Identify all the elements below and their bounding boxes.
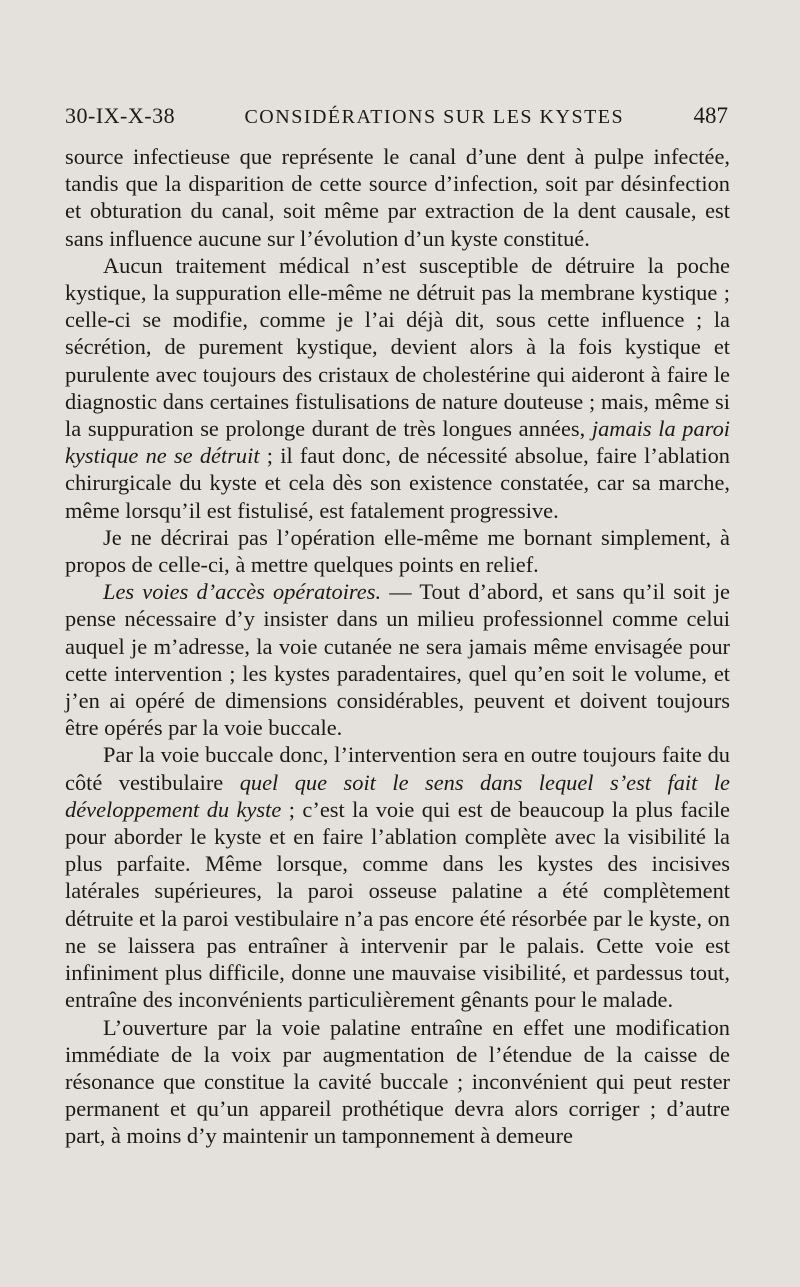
paragraph-p5 <box>65 741 730 1013</box>
paragraph-p1 <box>65 143 730 252</box>
running-header <box>65 103 730 129</box>
text-run: ; c’est la voie qui est de beaucoup la plus facile pour aborder le kyste et en faire l’ablation complète avec la visibilité la plus parfaite. Même lorsque, comme dans les kystes des incisives latérales supérieures, la paroi osseuse palatine a été complètement détruite et la paroi vestibulaire n’a pas encore été résorbée par le kyste, on ne se laissera pas entraîner à intervenir par le palais. Cette voie est infiniment plus difficile, donne une mauvaise visibilité, et pardessus tout, entraîne des inconvénients particulièrement gênants pour le malade. <box>65 796 730 1013</box>
text-run: — Tout d’abord, et sans qu’il soit je pense nécessaire d’y insister dans un milieu professionnel comme celui auquel je m’adresse, la voie cutanée ne sera jamais même envisagée pour cette intervention ; les kystes paradentaires, quel qu’en soit le volume, et j’en ai opéré de dimensions considérables, peuvent et doivent toujours être opérés par la voie buccale. <box>65 579 730 741</box>
italic-run: jamais la paroi kystique ne se détruit <box>65 416 730 469</box>
text-run: L’ouverture par la voie palatine entraîne en effet une modification immédiate de la voix par augmentation de l’étendue de la caisse de résonance que constitue la cavité buccale ; inconvénient qui peut rester permanent et qu’un appareil prothétique devra alors corriger ; d’autre part, à moins d’y maintenir un tamponnement à demeure <box>65 1014 730 1149</box>
paragraph-p4 <box>65 578 730 741</box>
page-number: 487 <box>693 103 728 128</box>
text-run: Par la voie buccale donc, l’intervention sera en outre toujours faite du côté vestibulaire <box>65 742 730 795</box>
text-run: Je ne décrirai pas l’opération elle-même me bornant simplement, à propos de celle-ci, à mettre quelques points en relief. <box>65 524 730 578</box>
paragraph-p2 <box>65 252 730 524</box>
folio-date: 30-IX-X-38 <box>65 103 176 128</box>
paragraph-p6 <box>65 1014 730 1150</box>
italic-run: Les voies d’accès opératoires. <box>103 579 382 605</box>
body-text <box>65 143 730 1150</box>
text-run: ; il faut donc, de nécessité absolue, faire l’ablation chirurgicale du kyste et cela dès son existence constatée, car sa marche, même lorsqu’il est fistulisé, est fatalement progressive. <box>65 443 730 523</box>
running-title: CONSIDÉRATIONS SUR LES KYSTES <box>244 106 625 128</box>
italic-run: quel que soit le sens dans lequel s’est fait le développement du kyste <box>65 769 730 822</box>
paragraph-p3 <box>65 524 730 578</box>
text-run: Aucun traitement médical n’est susceptible de détruire la poche kystique, la suppuration elle-même ne détruit pas la membrane kystique ; celle-ci se modifie, comme je l’ai déjà dit, sous cette influence ; la sécrétion, de purement kystique, devient alors à la fois kystique et purulente avec toujours des cristaux de cholestérine qui aideront à faire le diagnostic dans certaines fistulisations de nature douteuse ; mais, même si la suppuration se prolonge durant de très longues années, <box>65 252 730 442</box>
text-run: source infectieuse que représente le canal d’une dent à pulpe infectée, tandis que la disparition de cette source d’infection, soit par désinfection et obturation du canal, soit même par extraction de la dent causale, est sans influence aucune sur l’évolution d’un kyste constitué. <box>65 144 730 251</box>
